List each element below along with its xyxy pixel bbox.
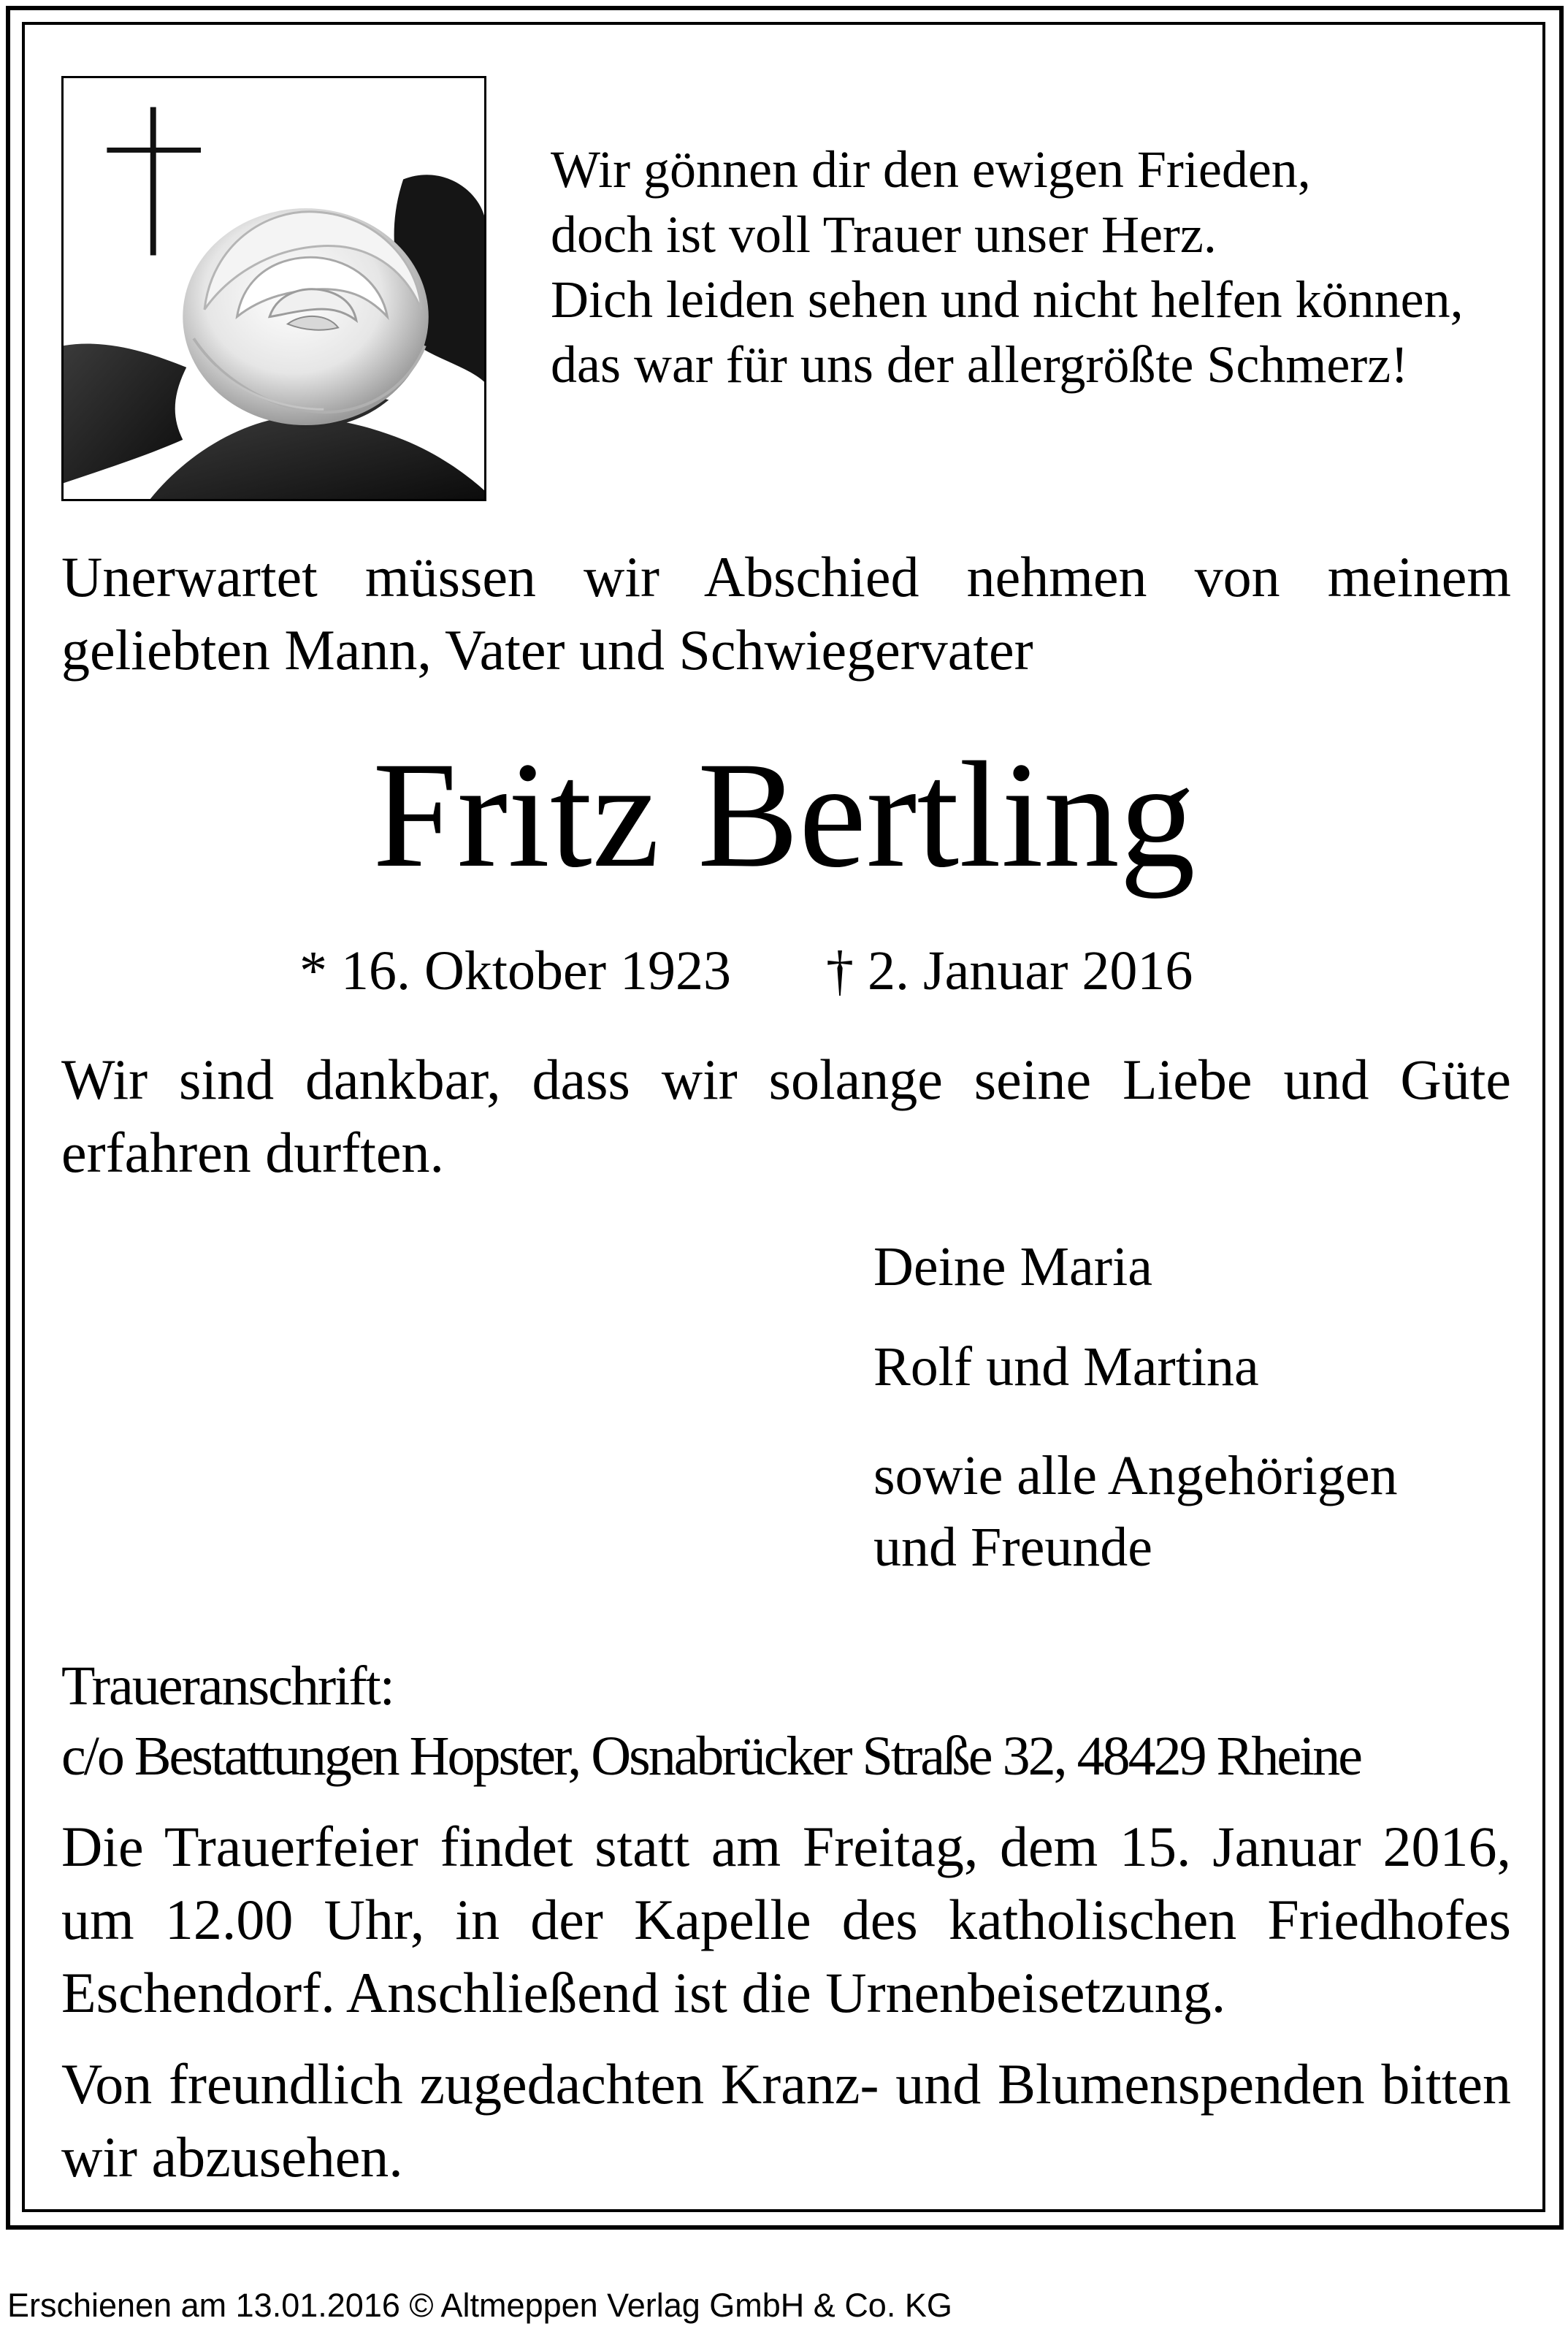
rose-image [61, 76, 486, 501]
intro-text: Unerwartet müssen wir Abschied nehmen von meinem geliebten Mann, Vater und Schwiegervater [61, 545, 1511, 682]
ceremony-text: Die Trauerfeier findet statt am Freitag, dem 15. Januar 2016, um 12.00 Uhr, in der Kapelle des katholischen Friedhofes Eschendorf. Anschließend ist die Urnenbeisetzung. [61, 1815, 1511, 2024]
poem-line: Wir gönnen dir den ewigen Frieden, [551, 140, 1311, 199]
poem-line: doch ist voll Trauer unser Herz. [551, 205, 1217, 264]
address-label: Traueranschrift: [61, 1655, 394, 1717]
life-dates [299, 937, 1193, 1005]
rose-with-cross-icon [64, 78, 484, 499]
poem-line: das war für uns der allergrößte Schmerz! [551, 335, 1409, 394]
publication-footer: Erschienen am 13.01.2016 © Altmeppen Verlag GmbH & Co. KG [7, 2287, 952, 2324]
birth-date: * 16. Oktober 1923 [299, 940, 732, 1002]
signoff-relatives-line: sowie alle Angehörigen [873, 1445, 1398, 1506]
poem [551, 137, 1522, 397]
poem-line: Dich leiden sehen und nicht helfen können, [551, 270, 1464, 329]
donations-text: Von freundlich zugedachten Kranz- und Blumenspenden bitten wir abzusehen. [61, 2052, 1511, 2189]
death-date: † 2. Januar 2016 [826, 940, 1193, 1002]
address-line: c/o Bestattungen Hopster, Osnabrücker Straße 32, 48429 Rheine [61, 1726, 1361, 1787]
signoff-relatives-line: und Freunde [873, 1517, 1153, 1578]
thanks-text: Wir sind dankbar, dass wir solange seine Liebe und Güte erfahren durften. [61, 1048, 1511, 1184]
signoff-wife: Deine Maria [873, 1236, 1152, 1297]
signoff-children: Rolf und Martina [873, 1336, 1259, 1398]
signoff-relatives [873, 1440, 1398, 1583]
deceased-name: Fritz Bertling [372, 731, 1196, 899]
